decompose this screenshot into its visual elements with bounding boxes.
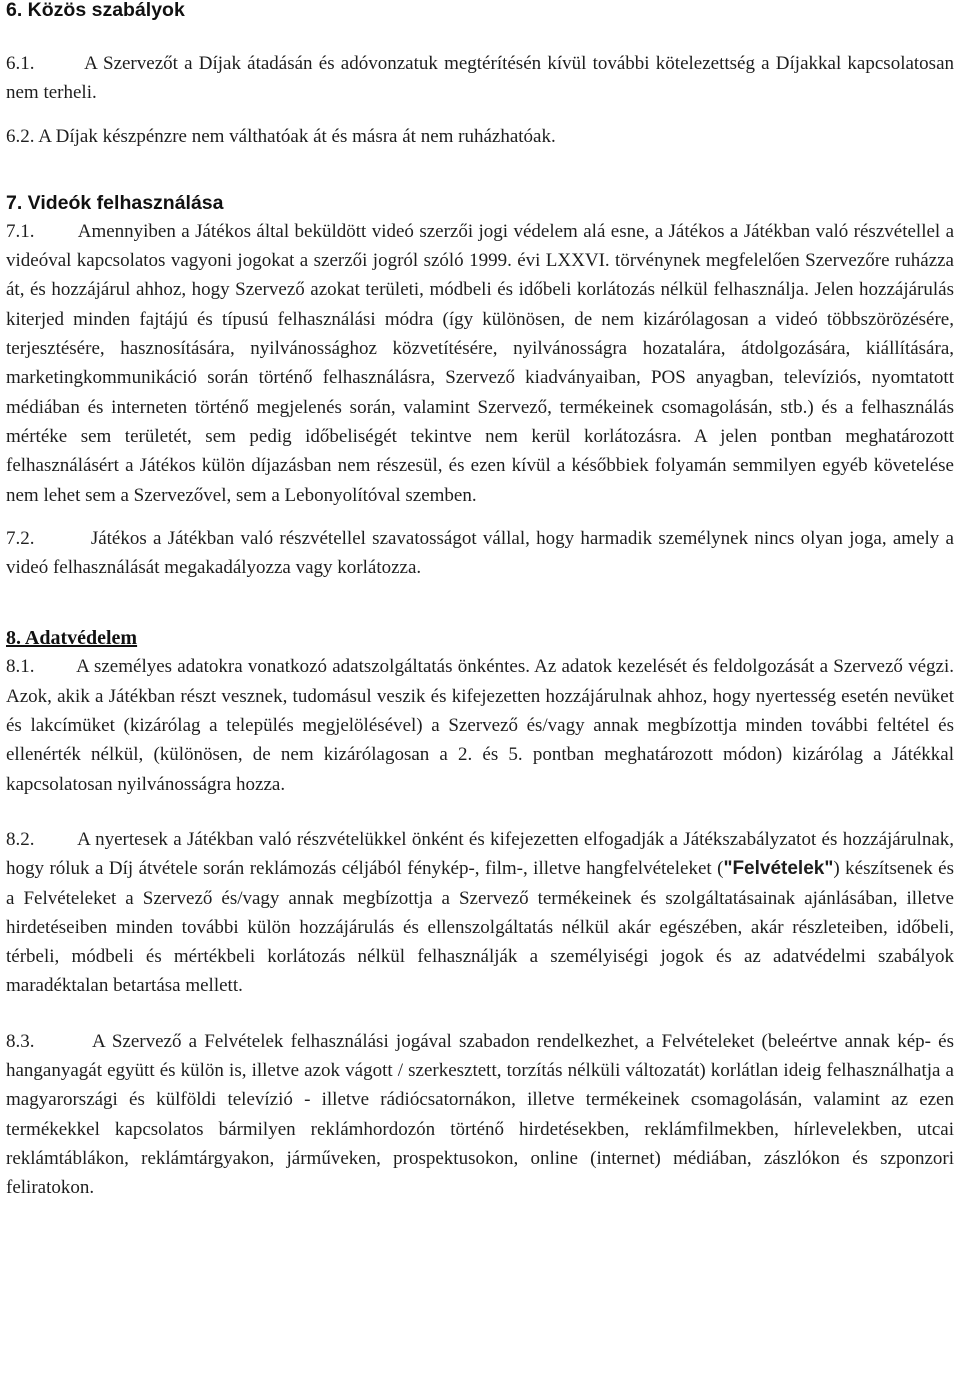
paragraph-text: A személyes adatokra vonatkozó adatszolgáltatás önkéntes. Az adatok kezelését és feldolgozását a Szervező végzi. Azok, akik a Játékban részt vesznek, tudomásul veszik és kifejezetten hozzájárulnak ahhoz, hogy nyertesség esetén nevüket és lakcímüket (kizárólag a település megjelölésével) a Szervező és/vagy annak megbízottja minden további feltétel és ellenérték nélkül, (különösen, de nem kizárólagosan a 2. és 5. pontban meghatározott módon) kizárólag a Játékkal kapcsolatosan nyilvánosságra hozza. <box>6 656 955 795</box>
paragraph-text-a: A nyertesek a Játékban való részvételükkel önként és kifejezetten elfogadják a Játékszabályzatot és hozzájárulnak, hogy róluk a Díj átvétele során reklámozás céljából fénykép-, film-, illetve hangfelvételeket ( <box>6 828 955 880</box>
section-6-heading: 6. Közös szabályok <box>6 0 185 21</box>
paragraph-number: 6.2. <box>6 125 35 147</box>
paragraph-8-1 <box>6 652 954 798</box>
paragraph-6-2 <box>6 122 954 151</box>
paragraph-text: A Szervező a Felvételek felhasználási jogával szabadon rendelkezhet, a Felvételeket (beleértve annak kép- és hanganyagát együtt és külön is, illetve azok vágott / szerkesztett, torzítás nélküli változatát) korlátlan ideig felhasználhatja a magyarországi és külföldi televízió - illetve rádiócsatornákon, illetve termékeinek csomagolásán, valamint az ezen termékekkel kapcsolatos bármilyen reklámhordozón történő hirdetésekben, reklámfilmekben, hírlevelekben, utcai reklámtáblákon, reklámtárgyakon, járműveken, prospektusokon, online (internet) médiában, zászlókon és szponzori feliratokon. <box>6 1030 954 1199</box>
paragraph-6-1 <box>6 49 954 108</box>
section-8-heading: 8. Adatvédelem <box>6 627 138 650</box>
paragraph-text: A Szervezőt a Díjak átadásán és adóvonzatuk megtérítésén kívül további kötelezettség a Díjakkal kapcsolatosan nem terheli. <box>6 53 955 104</box>
paragraph-text-b: ) készítsenek és a Felvételeket a Szervező és/vagy annak megbízottja a Szervező termékeinek és szolgáltatásainak ajánlásában, illetve hirdetéseiben minden további külön hozzájárulás és ellenszolgáltatás nélkül akár egészében, akár részleteiben, időbeli, térbeli, módbeli és mértékbeli korlátozás nélkül felhasználják a személyiségi jogok és az adatvédelmi szabályok maradéktalan betartása mellett. <box>6 858 954 997</box>
paragraph-8-2 <box>6 825 954 1001</box>
paragraph-number: 7.1. <box>6 220 35 242</box>
paragraph-text: Amennyiben a Játékos által beküldött videó szerzői jogi védelem alá esne, a Játékos a Játékban való részvétellel a videóval kapcsolatos vagyoni jogokat a szerzői jogról szóló 1999. évi LXXVI. törvénynek megfelelően Szervezőre ruházza át, és hozzájárul ahhoz, hogy Szervező azokat területi, módbeli és időbeli korlátozás nélkül felhasználja. Jelen hozzájárulás kiterjed minden fajtájú és típusú felhasználási módra (így különösen, de nem kizárólagosan a videó többszörözésére, terjesztésére, hasznosítására, nyilvánossághoz közvetítésére, nyilvánosságra hozatalára, átdolgozására, kiállítására, marketingkommunikáció során történő felhasználásra, Szervező kiadványaiban, POS anyagban, televíziós, nyomtatott médiában és interneten történő megjelenés során, valamint Szervező, termékeinek csomagolásán, stb.) és a felhasználás mértéke sem területét, sem pedig időbeliségét tekintve nem kerül korlátozásra. A jelen pontban meghatározott felhasználásért a Játékos külön díjazásban nem részesül, és ezen kívül a későbbiek folyamán semmilyen egyéb követelése nem lehet sem a Szervezővel, sem a Lebonyolítóval szemben. <box>6 220 955 506</box>
paragraph-number: 8.1. <box>6 656 35 678</box>
paragraph-number: 8.2. <box>6 828 35 850</box>
paragraph-text: A Díjak készpénzre nem válthatóak át és másra át nem ruházhatóak. <box>38 125 556 147</box>
paragraph-7-2 <box>6 524 954 583</box>
section-7-heading: 7. Videók felhasználása <box>6 191 224 214</box>
paragraph-number: 7.2. <box>6 527 35 549</box>
paragraph-number: 6.1. <box>6 53 35 74</box>
paragraph-number: 8.3. <box>6 1030 35 1052</box>
paragraph-text: Játékos a Játékban való részvétellel szavatosságot vállal, hogy harmadik személynek nincs olyan joga, amely a videó felhasználását megakadályozza vagy korlátozza. <box>6 527 954 579</box>
paragraph-8-3 <box>6 1027 954 1203</box>
paragraph-7-1 <box>6 217 954 510</box>
felvetelek-term: "Felvételek" <box>723 858 834 880</box>
